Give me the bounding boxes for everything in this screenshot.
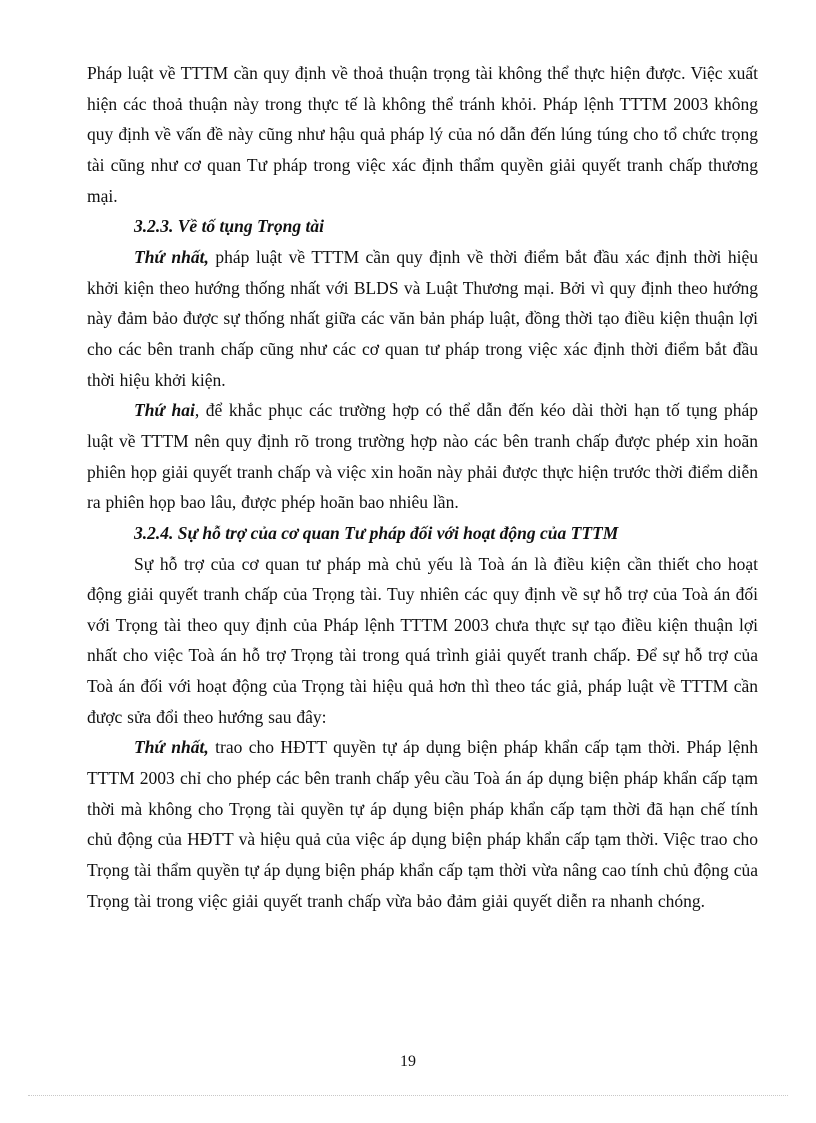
paragraph-lead: Thứ nhất, (134, 737, 209, 758)
paragraph-text: trao cho HĐTT quyền tự áp dụng biện pháp khẩn cấp tạm thời. Pháp lệnh TTTM 2003 chỉ cho phép các bên tranh chấp yêu cầu Toà án áp dụng biện pháp khẩn cấp tạm thời mà không cho Trọng tài quyền tự áp dụng biện pháp khẩn cấp tạm thời đã hạn chế tính chủ động của HĐTT và hiệu quả của việc áp dụng biện pháp khẩn cấp tạm thời. Việc trao cho Trọng tài thẩm quyền tự áp dụng biện pháp khẩn cấp tạm thời vừa nâng cao tính chủ động của Trọng tài trong việc giải quyết tranh chấp vừa bảo đảm giải quyết diễn ra nhanh chóng. (87, 737, 759, 911)
paragraph-lead: Thứ hai (134, 400, 195, 421)
heading-3-2-4: 3.2.4. Sự hỗ trợ của cơ quan Tư pháp đối với hoạt động của TTTM (134, 522, 619, 543)
paragraph-text: pháp luật về TTTM cần quy định về thời điểm bắt đầu xác định thời hiệu khởi kiện theo hướng thống nhất với BLDS và Luật Thương mại. Bởi vì quy định theo hướng này đảm bảo được sự thống nhất giữa các văn bản pháp luật, đồng thời tạo điều kiện thuận lợi cho các bên tranh chấp cũng như các cơ quan tư pháp trong việc xác định thời điểm bắt đầu thời hiệu khởi kiện. (87, 246, 758, 390)
paragraph-second-postponement (87, 395, 758, 518)
paragraph-interim-measures (87, 732, 758, 916)
document-body (87, 58, 758, 916)
heading-3-2-3: 3.2.3. Về tố tụng Trọng tài (134, 216, 324, 237)
paragraph-arbitration-agreement: Pháp luật về TTTM cần quy định về thoả thuận trọng tài không thể thực hiện được. Việc xuất hiện các thoả thuận này trong thực tế là không thể tránh khỏi. Pháp lệnh TTTM 2003 không quy định về vấn đề này cũng như hậu quả pháp lý của nó dẫn đến lúng túng cho tổ chức trọng tài cũng như cơ quan Tư pháp trong việc xác định thẩm quyền giải quyết tranh chấp thương mại. (87, 63, 758, 206)
paragraph-court-support: Sự hỗ trợ của cơ quan tư pháp mà chủ yếu là Toà án là điều kiện cần thiết cho hoạt động giải quyết tranh chấp của Trọng tài. Tuy nhiên các quy định về sự hỗ trợ của Toà án đối với Trọng tài theo quy định của Pháp lệnh TTTM 2003 chưa thực sự tạo điều kiện thuận lợi nhất cho việc Toà án hỗ trợ Trọng tài trong quá trình giải quyết tranh chấp. Để sự hỗ trợ của Toà án đối với hoạt động của Trọng tài hiệu quả hơn thì theo tác giả, pháp luật về TTTM cần được sửa đổi theo hướng sau đây: (87, 553, 758, 727)
page-number: 19 (400, 1053, 416, 1070)
paragraph-text: , để khắc phục các trường hợp có thể dẫn đến kéo dài thời hạn tố tụng pháp luật về TTTM nên quy định rõ trong trường hợp nào các bên tranh chấp được phép xin hoãn phiên họp giải quyết tranh chấp và việc xin hoãn này phải được thực hiện trước thời điểm diễn ra phiên họp bao lâu, được phép hoãn bao nhiêu lần. (87, 400, 758, 513)
paragraph-first-limitation (87, 242, 758, 395)
page-bottom-rule (28, 1095, 788, 1096)
paragraph-lead: Thứ nhất, (134, 246, 209, 267)
